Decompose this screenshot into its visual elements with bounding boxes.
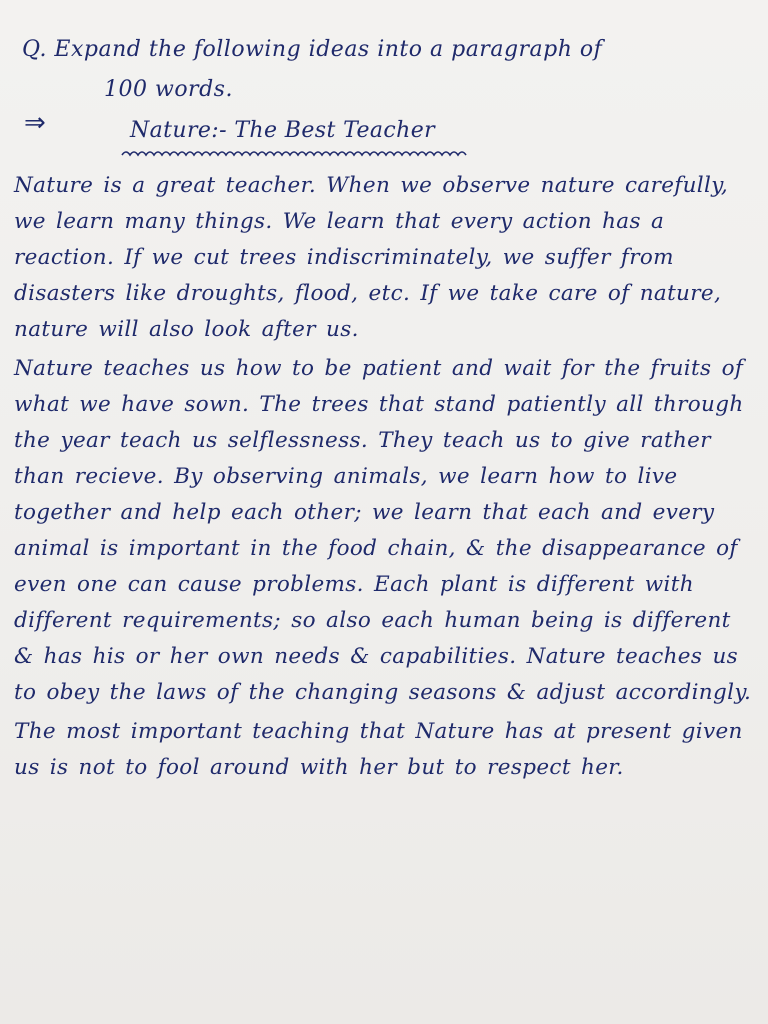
paragraph-2: Nature teaches us how to be patient and wait for the fruits of what we have sown. The trees that stand patiently all through the year teach us selflessness. They teach us to give rather than recieve. By observing animals, we learn how to live together and help each other; we learn that each and every animal is important in the food chain, & the disappearance of even one can cause problems. Each plant is different with different requirements; so also each human being is different & has his or her own needs & capabilities. Nature teaches us to obey the laws of the changing seasons & adjust accordingly.	[14, 356, 752, 705]
paragraph-1: Nature is a great teacher. When we observe nature carefully, we learn many things. We learn that every action has a reaction. If we cut trees indiscriminately, we suffer from disasters like droughts, flood, etc. If we take care of nature, nature will also look after us.	[14, 173, 729, 342]
question-line-1: Q. Expand the following ideas into a paragraph of	[22, 37, 603, 62]
implies-arrow-icon: ⇒	[24, 108, 46, 138]
essay-title: Nature:- The Best Teacher	[130, 118, 436, 143]
paragraph-3: The most important teaching that Nature has at present given us is not to fool around with her but to respect her.	[14, 719, 743, 780]
title-wavy-underline	[120, 148, 470, 162]
essay-body	[14, 168, 754, 789]
question-line-2: 100 words.	[104, 77, 233, 102]
question-text	[22, 30, 742, 110]
